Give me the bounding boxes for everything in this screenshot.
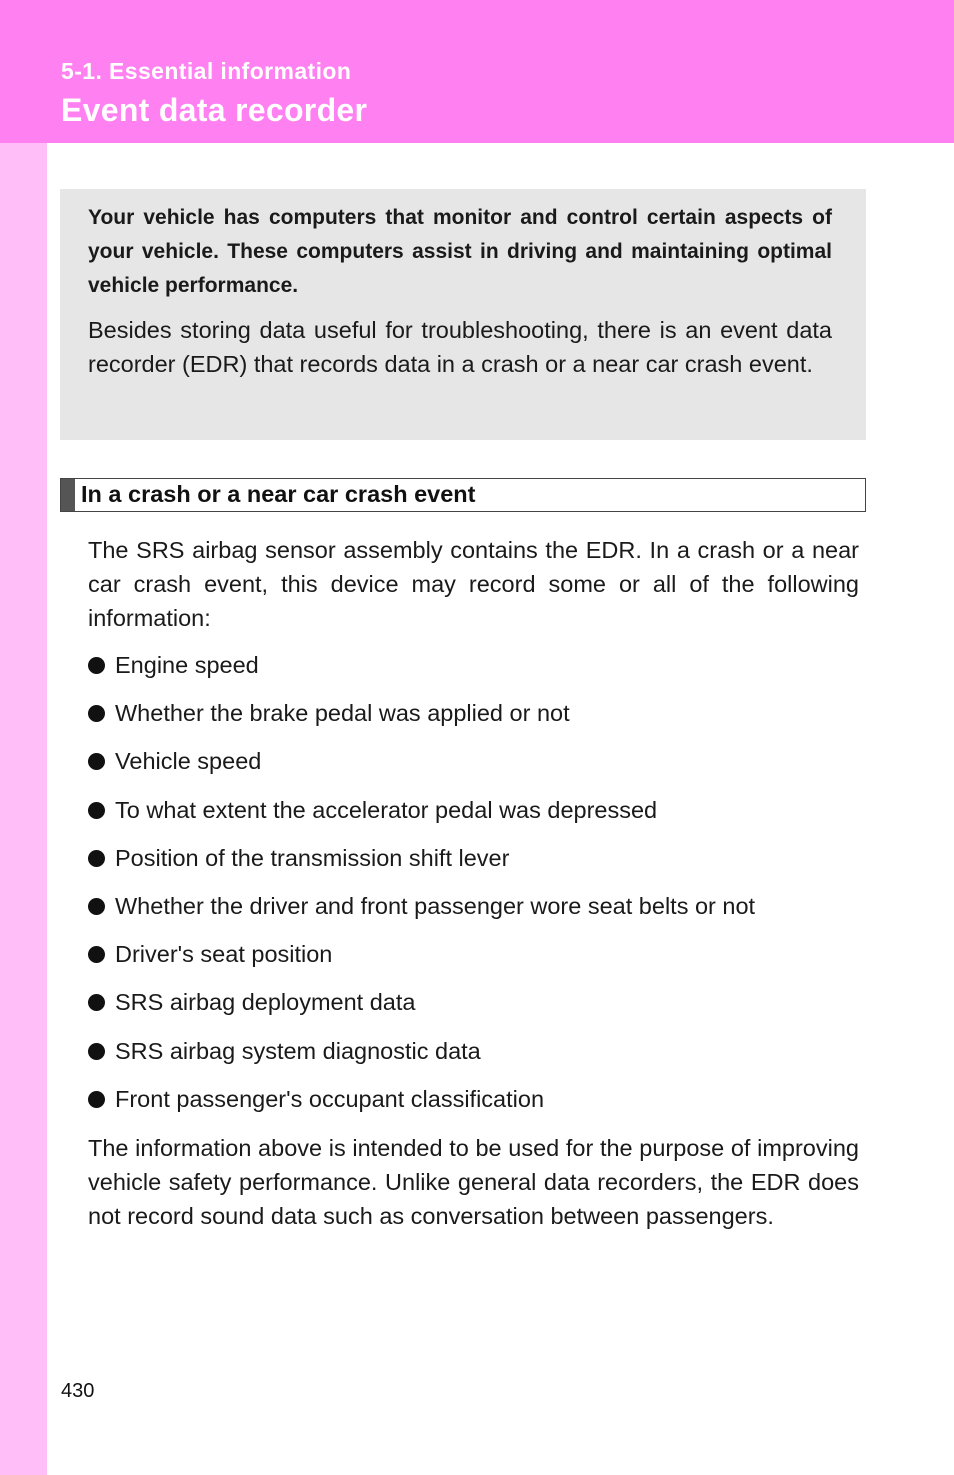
side-strip xyxy=(0,143,47,1475)
intro-text: Besides storing data useful for troubleshooting, there is an event data recorder (EDR) that records data in a crash or a near car crash event. xyxy=(88,317,832,377)
list-item xyxy=(88,1034,755,1082)
section-heading-text: In a crash or a near car crash event xyxy=(81,481,476,507)
bullet-icon xyxy=(88,994,105,1011)
list-item-text: Driver's seat position xyxy=(115,941,333,968)
bullet-icon xyxy=(88,850,105,867)
closing-paragraph: The information above is intended to be used for the purpose of improving vehicle safety performance. Unlike general data recorders, the EDR does not record sound data such as conversation between passengers. xyxy=(88,1135,859,1229)
section-label: 5-1. Essential information xyxy=(61,58,352,84)
list-item-text: Position of the transmission shift lever xyxy=(115,844,510,871)
list-item-text: Front passenger's occupant classification xyxy=(115,1085,545,1112)
section-heading xyxy=(60,478,866,512)
list-item-text: SRS airbag deployment data xyxy=(115,989,416,1016)
bullet-icon xyxy=(88,1091,105,1108)
recorded-info-list xyxy=(88,648,755,1130)
bullet-icon xyxy=(88,946,105,963)
bullet-icon xyxy=(88,657,105,674)
list-item-text: Engine speed xyxy=(115,652,259,678)
list-item-text: Whether the driver and front passenger wore seat belts or not xyxy=(115,892,756,919)
list-item-text: SRS airbag system diagnostic data xyxy=(115,1037,481,1064)
list-item xyxy=(88,793,755,841)
lead-paragraph: The SRS airbag sensor assembly contains the EDR. In a crash or a near car crash event, this device may record some or all of the following information: xyxy=(88,537,859,631)
bullet-icon xyxy=(88,753,105,770)
page-number: 430 xyxy=(61,1380,95,1402)
list-item xyxy=(88,1082,755,1130)
list-item xyxy=(88,696,755,744)
list-item xyxy=(88,841,755,889)
list-item xyxy=(88,985,755,1033)
section-heading-bar xyxy=(61,479,75,511)
list-item-text: Whether the brake pedal was applied or not xyxy=(115,700,570,727)
intro-box xyxy=(60,189,866,440)
list-item xyxy=(88,889,755,937)
list-item xyxy=(88,744,755,792)
page-header xyxy=(0,0,954,143)
bullet-icon xyxy=(88,802,105,819)
bullet-icon xyxy=(88,1043,105,1060)
intro-summary: Your vehicle has computers that monitor and control certain aspects of your vehicle. These computers assist in driving and maintaining optimal vehicle performance. xyxy=(88,206,832,297)
list-item-text: Vehicle speed xyxy=(115,748,262,775)
bullet-icon xyxy=(88,705,105,722)
list-item-text: To what extent the accelerator pedal was depressed xyxy=(115,796,658,823)
page-title: Event data recorder xyxy=(61,92,368,128)
list-item xyxy=(88,648,755,696)
bullet-icon xyxy=(88,898,105,915)
list-item xyxy=(88,937,755,985)
